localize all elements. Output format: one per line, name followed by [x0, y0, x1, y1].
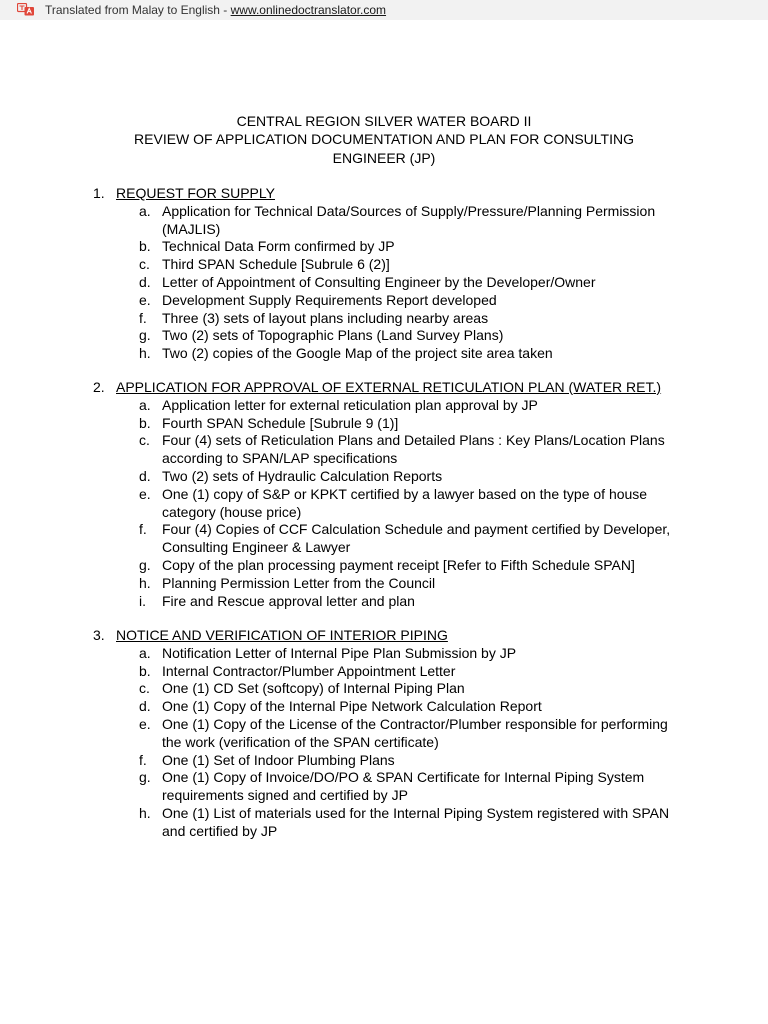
- item-text: Fire and Rescue approval letter and plan: [162, 592, 415, 609]
- list-item: [0, 415, 682, 433]
- item-letter: a.: [139, 644, 151, 661]
- item-text: Planning Permission Letter from the Council: [162, 574, 436, 591]
- list-item: [0, 327, 682, 345]
- list-item: [0, 432, 682, 468]
- item-letter: h.: [139, 574, 151, 591]
- item-letter: h.: [139, 804, 151, 821]
- item-text: One (1) CD Set (softcopy) of Internal Piping Plan: [162, 680, 465, 697]
- item-letter: c.: [139, 680, 150, 697]
- item-letter: e.: [139, 291, 151, 308]
- title-line-3: ENGINEER (JP): [332, 149, 436, 166]
- item-letter: b.: [139, 414, 151, 431]
- item-letter: f.: [139, 521, 147, 538]
- list-item: [0, 203, 682, 239]
- translate-icon: [17, 3, 35, 16]
- section-title: APPLICATION FOR APPROVAL OF EXTERNAL RETICULATION PLAN (WATER RET.): [116, 379, 662, 395]
- item-text: Fourth SPAN Schedule [Subrule 9 (1)]: [162, 414, 399, 431]
- section-heading: [0, 185, 768, 203]
- section-number: 1.: [93, 185, 105, 201]
- item-text: One (1) Copy of Invoice/DO/PO & SPAN Certificate for Internal Piping System requirements signed and certified by JP: [162, 769, 645, 804]
- list-item: [0, 680, 682, 698]
- item-letter: d.: [139, 273, 151, 290]
- item-letter: d.: [139, 467, 151, 484]
- item-text: Two (2) sets of Hydraulic Calculation Reports: [162, 467, 443, 484]
- item-letter: a.: [139, 396, 151, 413]
- list-item: [0, 256, 682, 274]
- list-item: [0, 310, 682, 328]
- banner-text: [45, 0, 386, 20]
- list-item: [0, 238, 682, 256]
- list-item: [0, 716, 682, 752]
- item-letter: f.: [139, 751, 147, 768]
- item-text: Development Supply Requirements Report developed: [162, 291, 497, 308]
- title-line-1: CENTRAL REGION SILVER WATER BOARD II: [236, 113, 532, 129]
- section-interior-piping: [0, 627, 768, 841]
- list-item: [0, 769, 682, 805]
- item-letter: g.: [139, 327, 151, 344]
- list-item: [0, 521, 682, 557]
- translator-link[interactable]: www.onlinedoctranslator.com: [230, 3, 387, 17]
- item-text: Letter of Appointment of Consulting Engineer by the Developer/Owner: [162, 273, 596, 290]
- list-item: [0, 486, 682, 522]
- item-text: Third SPAN Schedule [Subrule 6 (2)]: [162, 256, 390, 273]
- item-text: Application for Technical Data/Sources of Supply/Pressure/Planning Permission (MAJLIS): [162, 202, 656, 237]
- section-external-reticulation: [0, 379, 768, 610]
- item-text: One (1) copy of S&P or KPKT certified by a lawyer based on the type of house category (house price): [162, 485, 648, 520]
- item-letter: d.: [139, 698, 151, 715]
- item-text: Three (3) sets of layout plans including nearby areas: [162, 309, 489, 326]
- list-item: [0, 468, 682, 486]
- list-item: [0, 557, 682, 575]
- list-item: [0, 752, 682, 770]
- item-letter: f.: [139, 309, 147, 326]
- list-item: [0, 575, 682, 593]
- item-letter: a.: [139, 202, 151, 219]
- item-list: [0, 203, 768, 363]
- item-letter: c.: [139, 432, 150, 449]
- item-letter: e.: [139, 485, 151, 502]
- item-text: One (1) Copy of the License of the Contractor/Plumber responsible for performing the work (verification of the SPAN certificate): [162, 715, 668, 750]
- item-letter: i.: [139, 592, 146, 609]
- item-letter: b.: [139, 662, 151, 679]
- section-heading: [0, 379, 768, 397]
- section-request-for-supply: [0, 185, 768, 363]
- list-item: [0, 698, 682, 716]
- section-heading: [0, 627, 768, 645]
- item-letter: g.: [139, 556, 151, 573]
- list-item: [0, 345, 682, 363]
- section-title: REQUEST FOR SUPPLY: [116, 185, 275, 201]
- item-text: Two (2) sets of Topographic Plans (Land Survey Plans): [162, 327, 504, 344]
- list-item: [0, 645, 682, 663]
- section-number: 2.: [93, 379, 105, 395]
- item-text: Internal Contractor/Plumber Appointment Letter: [162, 662, 456, 679]
- banner-label: Translated from Malay to English -: [45, 3, 231, 17]
- list-item: [0, 663, 682, 681]
- item-list: [0, 397, 768, 611]
- list-item: [0, 292, 682, 310]
- list-item: [0, 274, 682, 292]
- title-line-2: REVIEW OF APPLICATION DOCUMENTATION AND PLAN FOR CONSULTING: [134, 131, 634, 148]
- translation-banner: [0, 0, 768, 20]
- item-text: One (1) Set of Indoor Plumbing Plans: [162, 751, 395, 768]
- item-letter: h.: [139, 345, 151, 362]
- item-text: Two (2) copies of the Google Map of the project site area taken: [162, 345, 553, 362]
- item-text: Copy of the plan processing payment receipt [Refer to Fifth Schedule SPAN]: [162, 556, 635, 573]
- list-item: [0, 397, 682, 415]
- item-text: Technical Data Form confirmed by JP: [162, 238, 395, 255]
- list-item: [0, 805, 682, 841]
- item-letter: g.: [139, 769, 151, 786]
- section-title: NOTICE AND VERIFICATION OF INTERIOR PIPING: [116, 627, 448, 643]
- list-item: [0, 593, 682, 611]
- item-letter: b.: [139, 238, 151, 255]
- item-letter: c.: [139, 256, 150, 273]
- item-text: Four (4) sets of Reticulation Plans and Detailed Plans : Key Plans/Location Plans according to SPAN/LAP specifications: [162, 432, 665, 467]
- document-title: [100, 113, 668, 168]
- item-text: Four (4) Copies of CCF Calculation Schedule and payment certified by Developer, Consulting Engineer & Lawyer: [162, 521, 671, 556]
- item-list: [0, 645, 768, 841]
- item-text: One (1) Copy of the Internal Pipe Network Calculation Report: [162, 698, 542, 715]
- item-text: Notification Letter of Internal Pipe Plan Submission by JP: [162, 644, 517, 661]
- item-text: Application letter for external reticulation plan approval by JP: [162, 396, 538, 413]
- item-text: One (1) List of materials used for the Internal Piping System registered with SPAN and certified by JP: [162, 804, 670, 839]
- item-letter: e.: [139, 715, 151, 732]
- section-number: 3.: [93, 627, 105, 643]
